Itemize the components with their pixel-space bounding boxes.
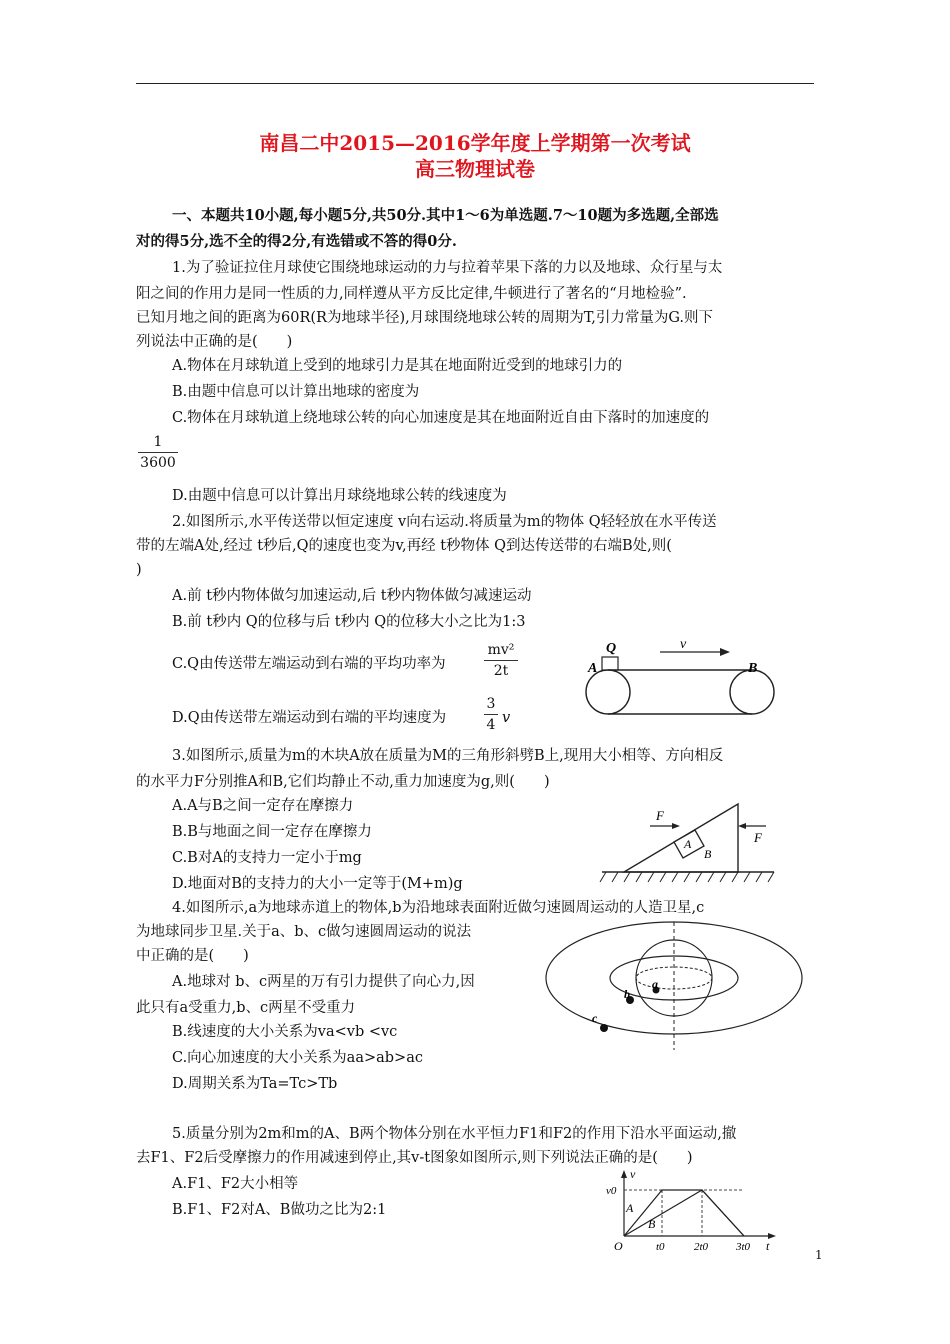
- block-q: [602, 657, 618, 670]
- q2-line-3: ): [136, 562, 142, 578]
- exam-title: 南昌二中2015—2016学年度上学期第一次考试: [259, 131, 691, 155]
- q5-option-a: A.F1、F2大小相等: [172, 1176, 299, 1192]
- q2-option-c: C.Q由传送带左端运动到右端的平均功率为: [172, 656, 446, 672]
- section-instructions-1: 一、本题共10小题,每小题5分,共50分.其中1～6为单选题.7～10题为多选题,全部选: [172, 207, 719, 224]
- line-a: [624, 1190, 744, 1236]
- q2-option-d: D.Q由传送带左端运动到右端的平均速度为: [172, 710, 447, 726]
- q3-option-c: C.B对A的支持力一定小于mg: [172, 850, 362, 866]
- q2-line-2: 带的左端A处,经过 t秒后,Q的速度也变为v,再经 t秒物体 Q到达传送带的右端B处,则(: [136, 538, 672, 554]
- vt-graph-figure: [606, 1170, 782, 1254]
- q5-option-b: B.F1、F2对A、B做功之比为2:1: [172, 1202, 387, 1218]
- q4-option-b: B.线速度的大小关系为va<vb <vc: [172, 1024, 398, 1040]
- ground-hatching: [600, 872, 774, 882]
- q3-option-d: D.地面对B的支持力的大小一定等于(M+m)g: [172, 876, 463, 892]
- label-wedge-b: B: [704, 847, 712, 861]
- q2-velocity-num: 3: [486, 696, 496, 712]
- page-number: 1: [815, 1248, 823, 1262]
- label-satellite-b: b: [624, 987, 630, 1001]
- label-a: A: [588, 661, 598, 676]
- q4-line-3: 中正确的是( ): [136, 948, 249, 964]
- label-object-a: a: [652, 977, 658, 991]
- q4-option-c: C.向心加速度的大小关系为aa>ab>ac: [172, 1050, 423, 1066]
- q1-line-1: 1.为了验证拉住月球使它围绕地球运动的力与拉着苹果下落的力以及地球、众行星与太: [172, 260, 723, 276]
- q3-line-2: 的水平力F分别推A和B,它们均静止不动,重力加速度为g,则( ): [136, 774, 550, 790]
- q1-line-4: 列说法中正确的是( ): [136, 334, 293, 350]
- label-satellite-c: c: [592, 1011, 598, 1025]
- label-f-left: F: [656, 808, 664, 823]
- q2-velocity-fraction: [484, 696, 498, 733]
- label-2t0: 2t0: [694, 1241, 709, 1253]
- label-line-b: B: [648, 1217, 656, 1231]
- label-f-right: F: [754, 830, 762, 845]
- velocity-arrowhead: [720, 648, 730, 656]
- q1-line-3: 已知月地之间的距离为60R(R为地球半径),月球围绕地球公转的周期为T,引力常量为G.则下: [136, 310, 714, 326]
- exam-subtitle: 高三物理试卷: [415, 157, 535, 181]
- q4-line-2: 为地球同步卫星.关于a、b、c做匀速圆周运动的说法: [136, 924, 472, 940]
- header-rule: [136, 83, 814, 84]
- q3-option-b: B.B与地面之间一定存在摩擦力: [172, 824, 372, 840]
- q1-line-2: 阳之间的作用力是同一性质的力,同样遵从平方反比定律,牛顿进行了著名的“月地检验”.: [136, 286, 687, 302]
- conveyor-belt-figure: [580, 638, 780, 720]
- q3-option-a: A.A与B之间一定存在摩擦力: [172, 798, 354, 814]
- q1-fraction: [138, 434, 178, 471]
- force-arrowhead-right: [738, 823, 746, 829]
- q2-power-fraction: [484, 642, 518, 679]
- q2-velocity-den: 4: [486, 717, 496, 733]
- satellite-c: [600, 1024, 608, 1032]
- label-v0: v0: [606, 1185, 617, 1197]
- q3-line-1: 3.如图所示,质量为m的木块A放在质量为M的三角形斜劈B上,现用大小相等、方向相反: [172, 748, 724, 764]
- label-b: B: [748, 661, 758, 676]
- label-3t0: 3t0: [736, 1241, 751, 1253]
- force-arrowhead-left: [672, 823, 680, 829]
- q1-fraction-num: 1: [153, 434, 163, 450]
- label-block-a: A: [684, 837, 692, 851]
- label-q: Q: [606, 641, 617, 656]
- q2-line-1: 2.如图所示,水平传送带以恒定速度 v向右运动.将质量为m的物体 Q轻轻放在水平传送: [172, 514, 717, 530]
- q4-option-d: D.周期关系为Ta=Tc>Tb: [172, 1076, 338, 1092]
- q4-line-1: 4.如图所示,a为地球赤道上的物体,b为沿地球表面附近做匀速圆周运动的人造卫星,c: [172, 900, 705, 916]
- v-axis-arrowhead: [621, 1170, 627, 1178]
- label-t: t: [766, 1239, 770, 1253]
- q2-power-den: 2t: [493, 663, 509, 679]
- right-pulley: [730, 670, 774, 714]
- line-b: [624, 1190, 744, 1236]
- q2-option-b: B.前 t秒内 Q的位移与后 t秒内 Q的位移大小之比为1:3: [172, 614, 526, 630]
- q2-power-num: mv²: [487, 642, 515, 658]
- section-instructions-2: 对的得5分,选不全的得2分,有选错或不答的得0分.: [136, 233, 457, 250]
- q1-option-c: C.物体在月球轨道上绕地球公转的向心加速度是其在地面附近自由下落时的加速度的: [172, 410, 710, 426]
- label-origin: O: [614, 1239, 623, 1253]
- q2-option-a: A.前 t秒内物体做匀加速运动,后 t秒内物体做匀减速运动: [172, 588, 532, 604]
- label-v: v: [680, 638, 687, 652]
- q4-option-a-1: A.地球对 b、c两星的万有引力提供了向心力,因: [172, 974, 475, 990]
- orbit-figure: [540, 918, 820, 1058]
- q1-option-d: D.由题中信息可以计算出月球绕地球公转的线速度为: [172, 488, 507, 504]
- wedge-figure: [598, 796, 778, 886]
- q1-option-a: A.物体在月球轨道上受到的地球引力是其在地面附近受到的地球引力的: [172, 358, 623, 374]
- label-t0: t0: [656, 1241, 665, 1253]
- q5-line-2: 去F1、F2后受摩擦力的作用减速到停止,其v-t图象如图所示,则下列说法正确的是( ): [136, 1150, 693, 1166]
- q4-option-a-2: 此只有a受重力,b、c两星不受重力: [136, 1000, 356, 1016]
- q5-line-1: 5.质量分别为2m和m的A、B两个物体分别在水平恒力F1和F2的作用下沿水平面运动,撤: [172, 1126, 737, 1142]
- left-pulley: [586, 670, 630, 714]
- label-line-a: A: [626, 1201, 634, 1215]
- q1-option-b: B.由题中信息可以计算出地球的密度为: [172, 384, 420, 400]
- q1-fraction-den: 3600: [140, 455, 176, 471]
- label-v: v: [630, 1170, 636, 1181]
- q2-velocity-v: v: [502, 710, 511, 726]
